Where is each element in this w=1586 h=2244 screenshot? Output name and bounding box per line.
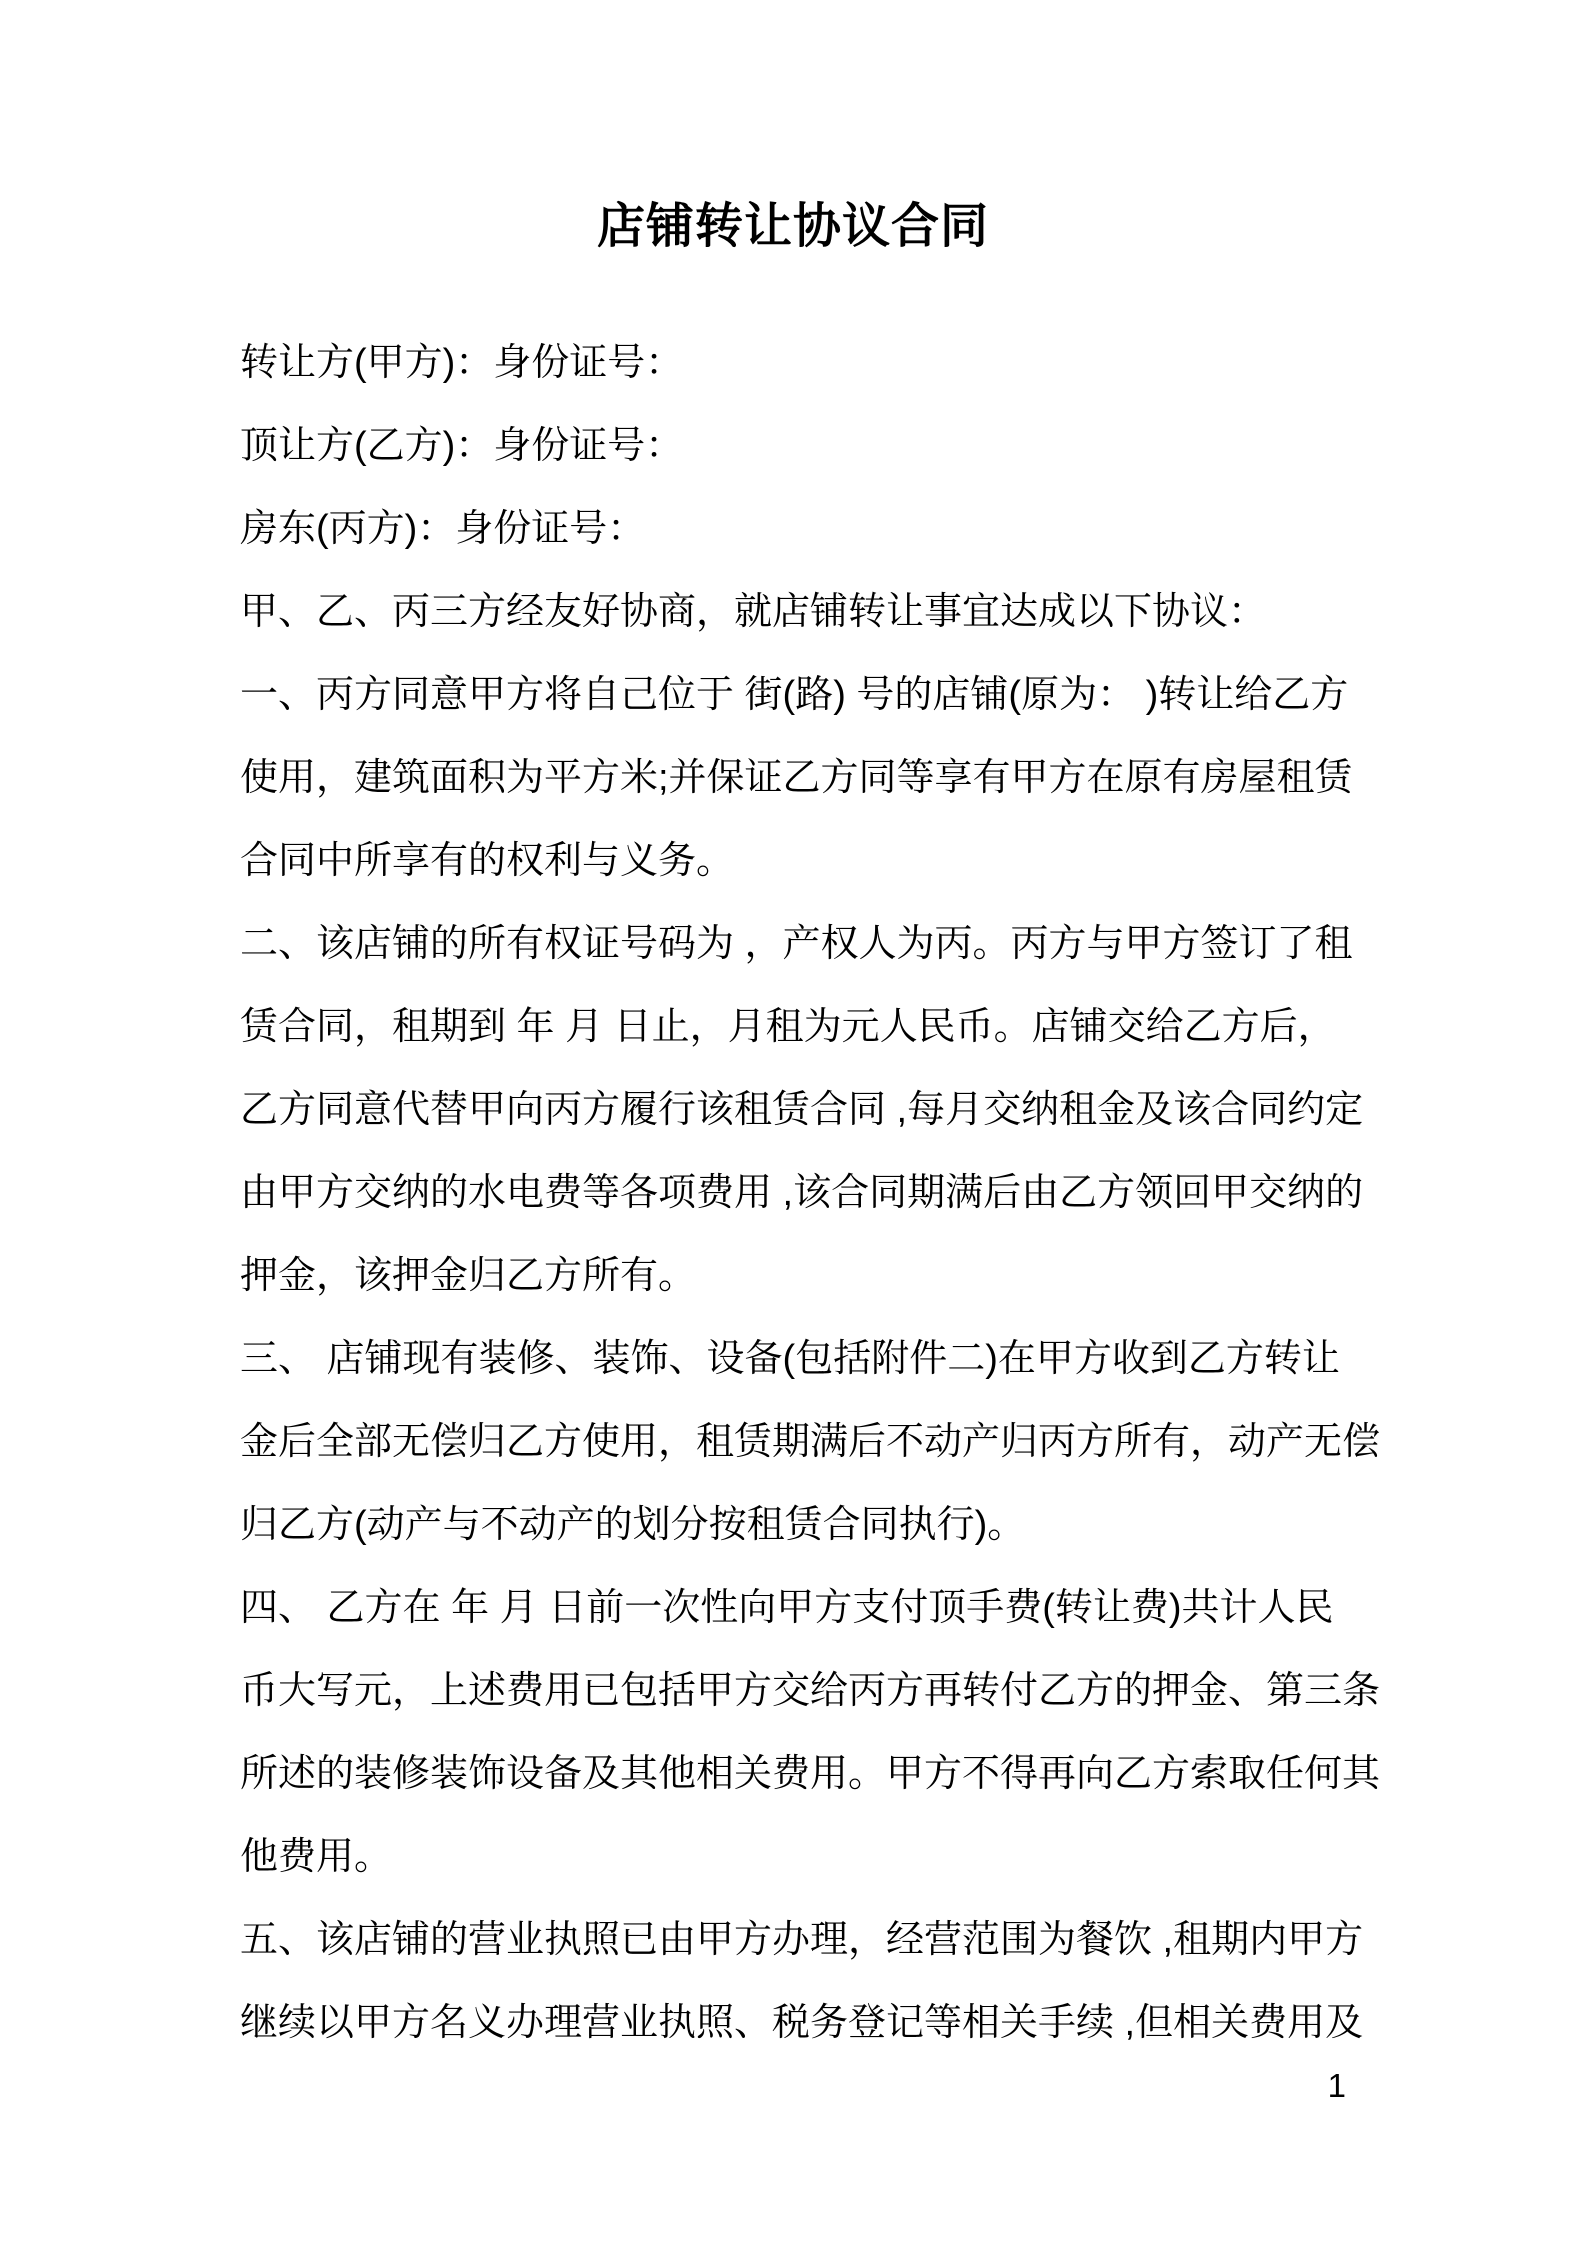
contract-line: 乙方同意代替甲向丙方履行该租赁合同 ,每月交纳租金及该合同约定	[240, 1089, 1364, 1131]
contract-line: 合同中所享有的权利与义务。	[240, 840, 735, 882]
contract-line: 由甲方交纳的水电费等各项费用 ,该合同期满后由乙方领回甲交纳的	[240, 1172, 1364, 1214]
contract-line: 归乙方(动产与不动产的划分按租赁合同执行)。	[240, 1504, 1026, 1546]
contract-line-article5: 五、该店铺的营业执照已由甲方办理，经营范围为餐饮 ,租期内甲方	[240, 1919, 1364, 1961]
contract-body	[240, 322, 1381, 2065]
contract-line: 他费用。	[240, 1836, 393, 1878]
contract-line-article2: 二、该店铺的所有权证号码为 ，产权人为丙。丙方与甲方签订了租	[240, 923, 1353, 965]
contract-line: 押金，该押金归乙方所有。	[240, 1255, 697, 1297]
contract-line-party-b: 顶让方(乙方)：身份证号：	[240, 425, 684, 467]
contract-line-party-a: 转让方(甲方)：身份证号：	[240, 342, 684, 384]
contract-line: 币大写元，上述费用已包括甲方交给丙方再转付乙方的押金、第三条	[240, 1670, 1381, 1712]
contract-line-party-c: 房东(丙方)：身份证号：	[240, 508, 646, 550]
page-number: 1	[1327, 2067, 1346, 2104]
page-title: 店铺转让协议合同	[596, 200, 989, 253]
contract-line: 金后全部无偿归乙方使用，租赁期满后不动产归丙方所有，动产无偿	[240, 1421, 1381, 1463]
contract-line-preamble: 甲、乙、丙三方经友好协商，就店铺转让事宜达成以下协议：	[240, 591, 1267, 633]
contract-line: 赁合同，租期到 年 月 日止，月租为元人民币。店铺交给乙方后，	[240, 1006, 1336, 1048]
contract-line: 继续以甲方名义办理营业执照、税务登记等相关手续 ,但相关费用及	[240, 2002, 1364, 2044]
contract-line-article3: 三、 店铺现有装修、装饰、设备(包括附件二)在甲方收到乙方转让	[240, 1338, 1340, 1380]
contract-line: 所述的装修装饰设备及其他相关费用。甲方不得再向乙方索取任何其	[240, 1753, 1381, 1795]
contract-line: 使用，建筑面积为平方米;并保证乙方同等享有甲方在原有房屋租赁	[240, 757, 1353, 799]
contract-line-article1: 一、丙方同意甲方将自己位于 街(路) 号的店铺(原为： )转让给乙方	[240, 674, 1349, 716]
contract-line-article4: 四、 乙方在 年 月 日前一次性向甲方支付顶手费(转让费)共计人民	[240, 1587, 1334, 1629]
